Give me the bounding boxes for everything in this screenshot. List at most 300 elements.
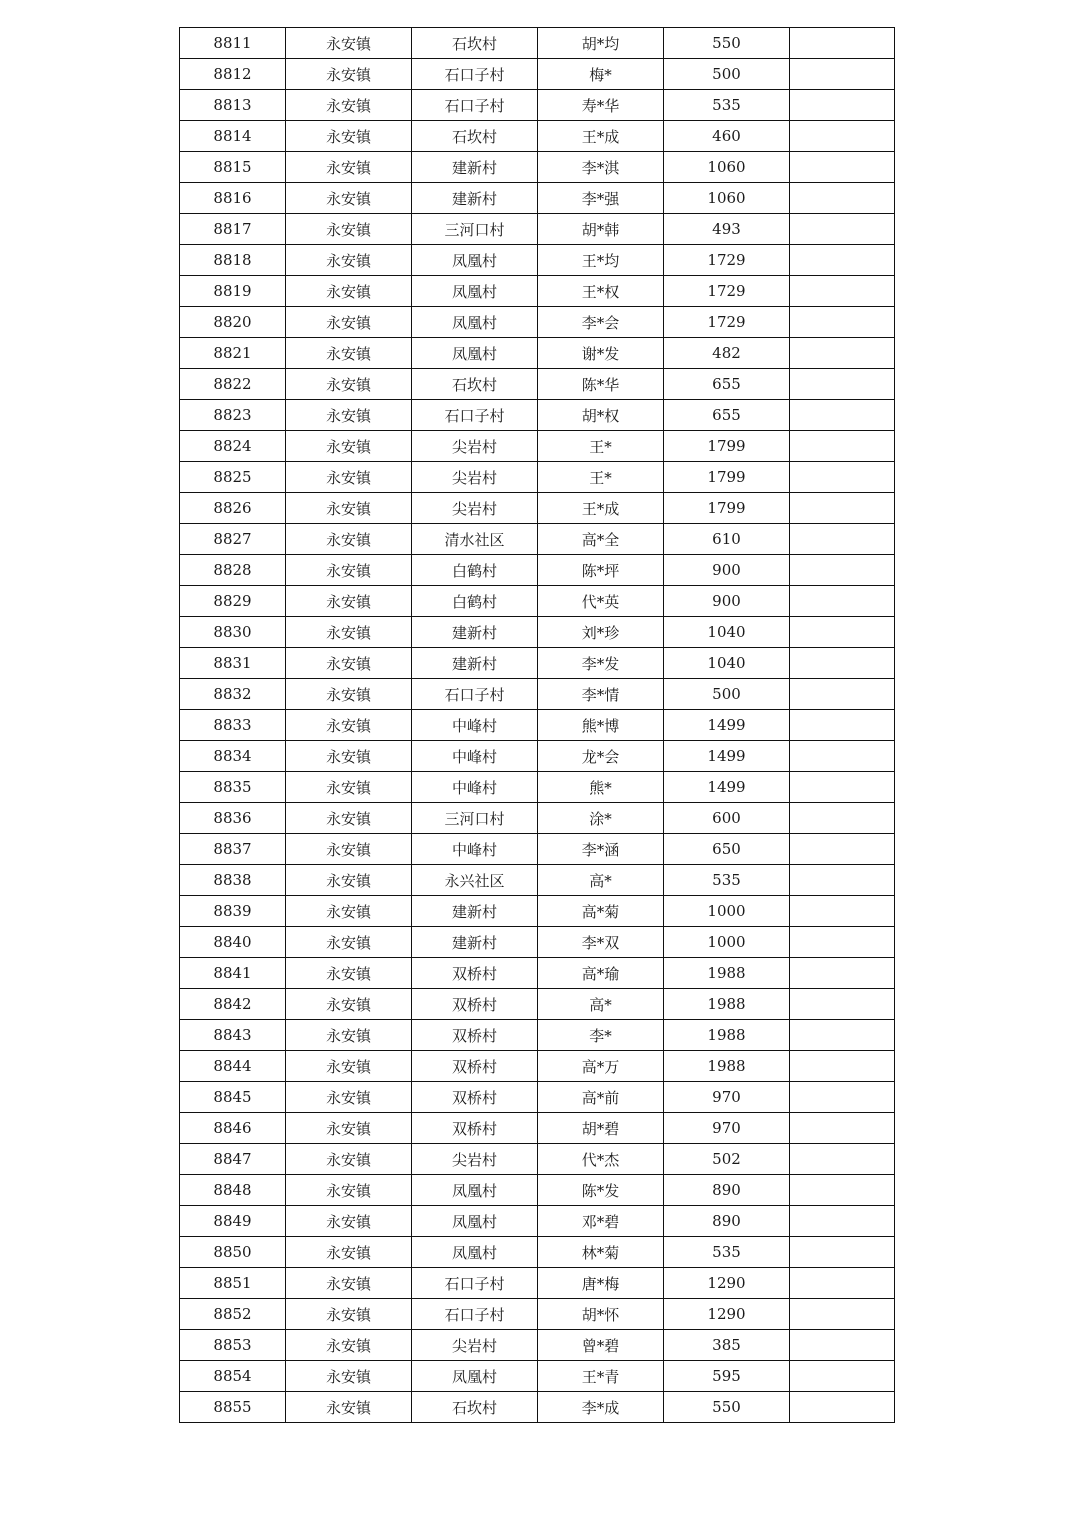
table-row xyxy=(180,307,895,338)
cell-name: 龙*会 xyxy=(538,741,664,772)
cell-amount: 482 xyxy=(664,338,790,369)
cell-amount: 550 xyxy=(664,28,790,59)
cell-remark xyxy=(790,741,895,772)
cell-name: 高* xyxy=(538,989,664,1020)
cell-village: 建新村 xyxy=(412,152,538,183)
cell-serial-number: 8851 xyxy=(180,1268,286,1299)
cell-town: 永安镇 xyxy=(286,1144,412,1175)
table-row xyxy=(180,803,895,834)
cell-name: 李*淇 xyxy=(538,152,664,183)
table-row xyxy=(180,183,895,214)
cell-amount: 1988 xyxy=(664,958,790,989)
table-body xyxy=(180,28,895,1423)
cell-town: 永安镇 xyxy=(286,369,412,400)
cell-serial-number: 8819 xyxy=(180,276,286,307)
cell-name: 高*菊 xyxy=(538,896,664,927)
cell-serial-number: 8835 xyxy=(180,772,286,803)
cell-village: 建新村 xyxy=(412,896,538,927)
cell-remark xyxy=(790,59,895,90)
cell-town: 永安镇 xyxy=(286,121,412,152)
cell-serial-number: 8831 xyxy=(180,648,286,679)
table-row xyxy=(180,927,895,958)
cell-serial-number: 8841 xyxy=(180,958,286,989)
cell-remark xyxy=(790,1051,895,1082)
cell-serial-number: 8855 xyxy=(180,1392,286,1423)
cell-name: 代*杰 xyxy=(538,1144,664,1175)
cell-name: 熊* xyxy=(538,772,664,803)
cell-village: 石口子村 xyxy=(412,59,538,90)
cell-remark xyxy=(790,1268,895,1299)
cell-remark xyxy=(790,648,895,679)
cell-town: 永安镇 xyxy=(286,772,412,803)
cell-name: 王*权 xyxy=(538,276,664,307)
cell-town: 永安镇 xyxy=(286,462,412,493)
cell-remark xyxy=(790,369,895,400)
cell-remark xyxy=(790,555,895,586)
cell-name: 王*均 xyxy=(538,245,664,276)
cell-amount: 1799 xyxy=(664,431,790,462)
cell-village: 建新村 xyxy=(412,648,538,679)
cell-town: 永安镇 xyxy=(286,555,412,586)
cell-village: 尖岩村 xyxy=(412,1144,538,1175)
cell-village: 凤凰村 xyxy=(412,338,538,369)
cell-remark xyxy=(790,524,895,555)
cell-name: 王*青 xyxy=(538,1361,664,1392)
cell-serial-number: 8844 xyxy=(180,1051,286,1082)
cell-town: 永安镇 xyxy=(286,400,412,431)
cell-remark xyxy=(790,1392,895,1423)
cell-remark xyxy=(790,400,895,431)
cell-remark xyxy=(790,276,895,307)
cell-serial-number: 8817 xyxy=(180,214,286,245)
cell-serial-number: 8811 xyxy=(180,28,286,59)
cell-town: 永安镇 xyxy=(286,679,412,710)
cell-amount: 1290 xyxy=(664,1299,790,1330)
cell-remark xyxy=(790,1144,895,1175)
table-row xyxy=(180,1361,895,1392)
cell-village: 凤凰村 xyxy=(412,1206,538,1237)
cell-remark xyxy=(790,307,895,338)
cell-town: 永安镇 xyxy=(286,648,412,679)
cell-town: 永安镇 xyxy=(286,1330,412,1361)
cell-serial-number: 8834 xyxy=(180,741,286,772)
cell-name: 代*英 xyxy=(538,586,664,617)
cell-town: 永安镇 xyxy=(286,1082,412,1113)
table-row xyxy=(180,1237,895,1268)
cell-name: 涂* xyxy=(538,803,664,834)
cell-town: 永安镇 xyxy=(286,586,412,617)
cell-amount: 500 xyxy=(664,59,790,90)
table-row xyxy=(180,648,895,679)
cell-amount: 1060 xyxy=(664,152,790,183)
cell-serial-number: 8816 xyxy=(180,183,286,214)
cell-name: 李*发 xyxy=(538,648,664,679)
cell-name: 曾*碧 xyxy=(538,1330,664,1361)
cell-town: 永安镇 xyxy=(286,90,412,121)
cell-name: 胡*碧 xyxy=(538,1113,664,1144)
cell-serial-number: 8842 xyxy=(180,989,286,1020)
cell-village: 三河口村 xyxy=(412,214,538,245)
cell-serial-number: 8854 xyxy=(180,1361,286,1392)
table-row xyxy=(180,493,895,524)
cell-amount: 550 xyxy=(664,1392,790,1423)
cell-remark xyxy=(790,1361,895,1392)
table-row xyxy=(180,1299,895,1330)
cell-town: 永安镇 xyxy=(286,1113,412,1144)
cell-remark xyxy=(790,152,895,183)
cell-town: 永安镇 xyxy=(286,59,412,90)
cell-village: 建新村 xyxy=(412,183,538,214)
cell-town: 永安镇 xyxy=(286,183,412,214)
cell-serial-number: 8833 xyxy=(180,710,286,741)
cell-amount: 1729 xyxy=(664,245,790,276)
table-row xyxy=(180,555,895,586)
cell-name: 谢*发 xyxy=(538,338,664,369)
cell-village: 双桥村 xyxy=(412,989,538,1020)
table-row xyxy=(180,741,895,772)
cell-village: 双桥村 xyxy=(412,1113,538,1144)
cell-serial-number: 8840 xyxy=(180,927,286,958)
cell-remark xyxy=(790,803,895,834)
cell-remark xyxy=(790,1082,895,1113)
table-row xyxy=(180,958,895,989)
cell-name: 刘*珍 xyxy=(538,617,664,648)
cell-name: 李*双 xyxy=(538,927,664,958)
table-row xyxy=(180,462,895,493)
cell-remark xyxy=(790,865,895,896)
cell-remark xyxy=(790,1330,895,1361)
cell-village: 中峰村 xyxy=(412,741,538,772)
cell-village: 凤凰村 xyxy=(412,276,538,307)
table-row xyxy=(180,834,895,865)
cell-remark xyxy=(790,90,895,121)
cell-town: 永安镇 xyxy=(286,1237,412,1268)
cell-amount: 890 xyxy=(664,1206,790,1237)
cell-remark xyxy=(790,245,895,276)
cell-serial-number: 8832 xyxy=(180,679,286,710)
cell-village: 石坎村 xyxy=(412,28,538,59)
cell-amount: 650 xyxy=(664,834,790,865)
cell-name: 王*成 xyxy=(538,493,664,524)
cell-name: 陈*坪 xyxy=(538,555,664,586)
cell-name: 李*涵 xyxy=(538,834,664,865)
cell-name: 陈*发 xyxy=(538,1175,664,1206)
cell-serial-number: 8814 xyxy=(180,121,286,152)
cell-name: 唐*梅 xyxy=(538,1268,664,1299)
cell-serial-number: 8818 xyxy=(180,245,286,276)
cell-town: 永安镇 xyxy=(286,307,412,338)
table-row xyxy=(180,896,895,927)
table-row xyxy=(180,90,895,121)
cell-amount: 1040 xyxy=(664,648,790,679)
cell-village: 清水社区 xyxy=(412,524,538,555)
cell-amount: 535 xyxy=(664,1237,790,1268)
cell-serial-number: 8813 xyxy=(180,90,286,121)
cell-amount: 970 xyxy=(664,1113,790,1144)
cell-remark xyxy=(790,1237,895,1268)
cell-town: 永安镇 xyxy=(286,617,412,648)
cell-serial-number: 8838 xyxy=(180,865,286,896)
cell-serial-number: 8839 xyxy=(180,896,286,927)
table-row xyxy=(180,989,895,1020)
cell-village: 石坎村 xyxy=(412,1392,538,1423)
cell-serial-number: 8837 xyxy=(180,834,286,865)
cell-town: 永安镇 xyxy=(286,896,412,927)
table-row xyxy=(180,524,895,555)
table-row xyxy=(180,338,895,369)
cell-serial-number: 8823 xyxy=(180,400,286,431)
cell-name: 王* xyxy=(538,431,664,462)
cell-name: 胡*均 xyxy=(538,28,664,59)
table-row xyxy=(180,1051,895,1082)
table-row xyxy=(180,369,895,400)
cell-remark xyxy=(790,1020,895,1051)
cell-town: 永安镇 xyxy=(286,1051,412,1082)
cell-serial-number: 8825 xyxy=(180,462,286,493)
cell-remark xyxy=(790,1299,895,1330)
cell-town: 永安镇 xyxy=(286,214,412,245)
cell-name: 梅* xyxy=(538,59,664,90)
table-row xyxy=(180,1113,895,1144)
cell-serial-number: 8824 xyxy=(180,431,286,462)
cell-name: 王*成 xyxy=(538,121,664,152)
cell-village: 石口子村 xyxy=(412,1299,538,1330)
cell-town: 永安镇 xyxy=(286,1175,412,1206)
table-row xyxy=(180,1144,895,1175)
cell-amount: 655 xyxy=(664,400,790,431)
cell-village: 尖岩村 xyxy=(412,1330,538,1361)
cell-remark xyxy=(790,214,895,245)
cell-amount: 890 xyxy=(664,1175,790,1206)
document-table-container xyxy=(179,27,894,1423)
cell-town: 永安镇 xyxy=(286,338,412,369)
cell-amount: 385 xyxy=(664,1330,790,1361)
cell-village: 双桥村 xyxy=(412,1020,538,1051)
cell-town: 永安镇 xyxy=(286,245,412,276)
cell-village: 凤凰村 xyxy=(412,1175,538,1206)
table-row xyxy=(180,617,895,648)
cell-village: 石口子村 xyxy=(412,90,538,121)
table-row xyxy=(180,1020,895,1051)
cell-amount: 1729 xyxy=(664,276,790,307)
cell-amount: 600 xyxy=(664,803,790,834)
cell-amount: 500 xyxy=(664,679,790,710)
cell-name: 李*情 xyxy=(538,679,664,710)
table-row xyxy=(180,1330,895,1361)
cell-amount: 1000 xyxy=(664,927,790,958)
cell-amount: 493 xyxy=(664,214,790,245)
cell-amount: 1988 xyxy=(664,1051,790,1082)
cell-amount: 1060 xyxy=(664,183,790,214)
cell-amount: 1988 xyxy=(664,1020,790,1051)
cell-amount: 900 xyxy=(664,555,790,586)
cell-serial-number: 8821 xyxy=(180,338,286,369)
table-row xyxy=(180,121,895,152)
cell-town: 永安镇 xyxy=(286,865,412,896)
cell-serial-number: 8848 xyxy=(180,1175,286,1206)
cell-town: 永安镇 xyxy=(286,431,412,462)
cell-town: 永安镇 xyxy=(286,1206,412,1237)
cell-village: 双桥村 xyxy=(412,1051,538,1082)
table-row xyxy=(180,431,895,462)
cell-name: 高*全 xyxy=(538,524,664,555)
table-row xyxy=(180,245,895,276)
cell-remark xyxy=(790,617,895,648)
table-row xyxy=(180,1268,895,1299)
cell-remark xyxy=(790,1175,895,1206)
cell-amount: 535 xyxy=(664,865,790,896)
cell-name: 高*万 xyxy=(538,1051,664,1082)
cell-amount: 1988 xyxy=(664,989,790,1020)
cell-town: 永安镇 xyxy=(286,927,412,958)
table-row xyxy=(180,679,895,710)
cell-town: 永安镇 xyxy=(286,1268,412,1299)
cell-amount: 1000 xyxy=(664,896,790,927)
cell-remark xyxy=(790,493,895,524)
cell-village: 建新村 xyxy=(412,927,538,958)
cell-town: 永安镇 xyxy=(286,1299,412,1330)
cell-remark xyxy=(790,338,895,369)
cell-serial-number: 8828 xyxy=(180,555,286,586)
table-row xyxy=(180,1206,895,1237)
cell-remark xyxy=(790,28,895,59)
cell-town: 永安镇 xyxy=(286,1361,412,1392)
cell-serial-number: 8826 xyxy=(180,493,286,524)
cell-village: 中峰村 xyxy=(412,772,538,803)
cell-amount: 1799 xyxy=(664,493,790,524)
cell-village: 建新村 xyxy=(412,617,538,648)
cell-serial-number: 8852 xyxy=(180,1299,286,1330)
cell-serial-number: 8829 xyxy=(180,586,286,617)
cell-amount: 1499 xyxy=(664,741,790,772)
cell-serial-number: 8822 xyxy=(180,369,286,400)
cell-remark xyxy=(790,121,895,152)
cell-serial-number: 8815 xyxy=(180,152,286,183)
cell-name: 李*成 xyxy=(538,1392,664,1423)
cell-remark xyxy=(790,958,895,989)
cell-remark xyxy=(790,183,895,214)
cell-name: 熊*博 xyxy=(538,710,664,741)
cell-village: 凤凰村 xyxy=(412,245,538,276)
cell-village: 凤凰村 xyxy=(412,307,538,338)
cell-village: 白鹤村 xyxy=(412,586,538,617)
cell-amount: 1499 xyxy=(664,772,790,803)
cell-serial-number: 8853 xyxy=(180,1330,286,1361)
table-row xyxy=(180,865,895,896)
cell-amount: 502 xyxy=(664,1144,790,1175)
cell-town: 永安镇 xyxy=(286,1020,412,1051)
cell-town: 永安镇 xyxy=(286,803,412,834)
cell-name: 胡*权 xyxy=(538,400,664,431)
cell-serial-number: 8820 xyxy=(180,307,286,338)
cell-name: 林*菊 xyxy=(538,1237,664,1268)
cell-town: 永安镇 xyxy=(286,989,412,1020)
cell-remark xyxy=(790,1113,895,1144)
cell-remark xyxy=(790,927,895,958)
cell-amount: 1799 xyxy=(664,462,790,493)
table-row xyxy=(180,400,895,431)
cell-name: 胡*怀 xyxy=(538,1299,664,1330)
cell-name: 胡*韩 xyxy=(538,214,664,245)
table-row xyxy=(180,772,895,803)
cell-village: 凤凰村 xyxy=(412,1237,538,1268)
table-row xyxy=(180,59,895,90)
table-row xyxy=(180,214,895,245)
cell-remark xyxy=(790,772,895,803)
cell-serial-number: 8845 xyxy=(180,1082,286,1113)
cell-remark xyxy=(790,834,895,865)
table-row xyxy=(180,1175,895,1206)
cell-remark xyxy=(790,586,895,617)
cell-remark xyxy=(790,1206,895,1237)
table-row xyxy=(180,710,895,741)
cell-name: 高* xyxy=(538,865,664,896)
table-row xyxy=(180,586,895,617)
cell-town: 永安镇 xyxy=(286,524,412,555)
cell-village: 三河口村 xyxy=(412,803,538,834)
cell-name: 李* xyxy=(538,1020,664,1051)
cell-serial-number: 8847 xyxy=(180,1144,286,1175)
table-row xyxy=(180,1392,895,1423)
table-row xyxy=(180,152,895,183)
table-row xyxy=(180,276,895,307)
cell-amount: 1499 xyxy=(664,710,790,741)
cell-name: 李*会 xyxy=(538,307,664,338)
cell-remark xyxy=(790,431,895,462)
cell-village: 石坎村 xyxy=(412,369,538,400)
cell-amount: 1290 xyxy=(664,1268,790,1299)
cell-town: 永安镇 xyxy=(286,710,412,741)
subsidy-list-table xyxy=(179,27,895,1423)
cell-village: 白鹤村 xyxy=(412,555,538,586)
cell-name: 邓*碧 xyxy=(538,1206,664,1237)
cell-town: 永安镇 xyxy=(286,493,412,524)
cell-name: 王* xyxy=(538,462,664,493)
table-row xyxy=(180,1082,895,1113)
cell-name: 高*前 xyxy=(538,1082,664,1113)
cell-name: 高*瑜 xyxy=(538,958,664,989)
cell-village: 中峰村 xyxy=(412,710,538,741)
cell-village: 中峰村 xyxy=(412,834,538,865)
cell-village: 永兴社区 xyxy=(412,865,538,896)
cell-village: 石口子村 xyxy=(412,1268,538,1299)
cell-town: 永安镇 xyxy=(286,741,412,772)
cell-serial-number: 8850 xyxy=(180,1237,286,1268)
cell-name: 寿*华 xyxy=(538,90,664,121)
cell-town: 永安镇 xyxy=(286,834,412,865)
cell-remark xyxy=(790,679,895,710)
cell-amount: 1729 xyxy=(664,307,790,338)
cell-serial-number: 8843 xyxy=(180,1020,286,1051)
table-row xyxy=(180,28,895,59)
cell-village: 石坎村 xyxy=(412,121,538,152)
cell-amount: 610 xyxy=(664,524,790,555)
cell-amount: 970 xyxy=(664,1082,790,1113)
cell-village: 尖岩村 xyxy=(412,462,538,493)
cell-village: 凤凰村 xyxy=(412,1361,538,1392)
cell-village: 双桥村 xyxy=(412,1082,538,1113)
cell-village: 双桥村 xyxy=(412,958,538,989)
cell-remark xyxy=(790,989,895,1020)
cell-village: 尖岩村 xyxy=(412,431,538,462)
cell-amount: 535 xyxy=(664,90,790,121)
cell-village: 尖岩村 xyxy=(412,493,538,524)
cell-amount: 900 xyxy=(664,586,790,617)
cell-serial-number: 8827 xyxy=(180,524,286,555)
cell-town: 永安镇 xyxy=(286,958,412,989)
cell-amount: 460 xyxy=(664,121,790,152)
cell-town: 永安镇 xyxy=(286,276,412,307)
